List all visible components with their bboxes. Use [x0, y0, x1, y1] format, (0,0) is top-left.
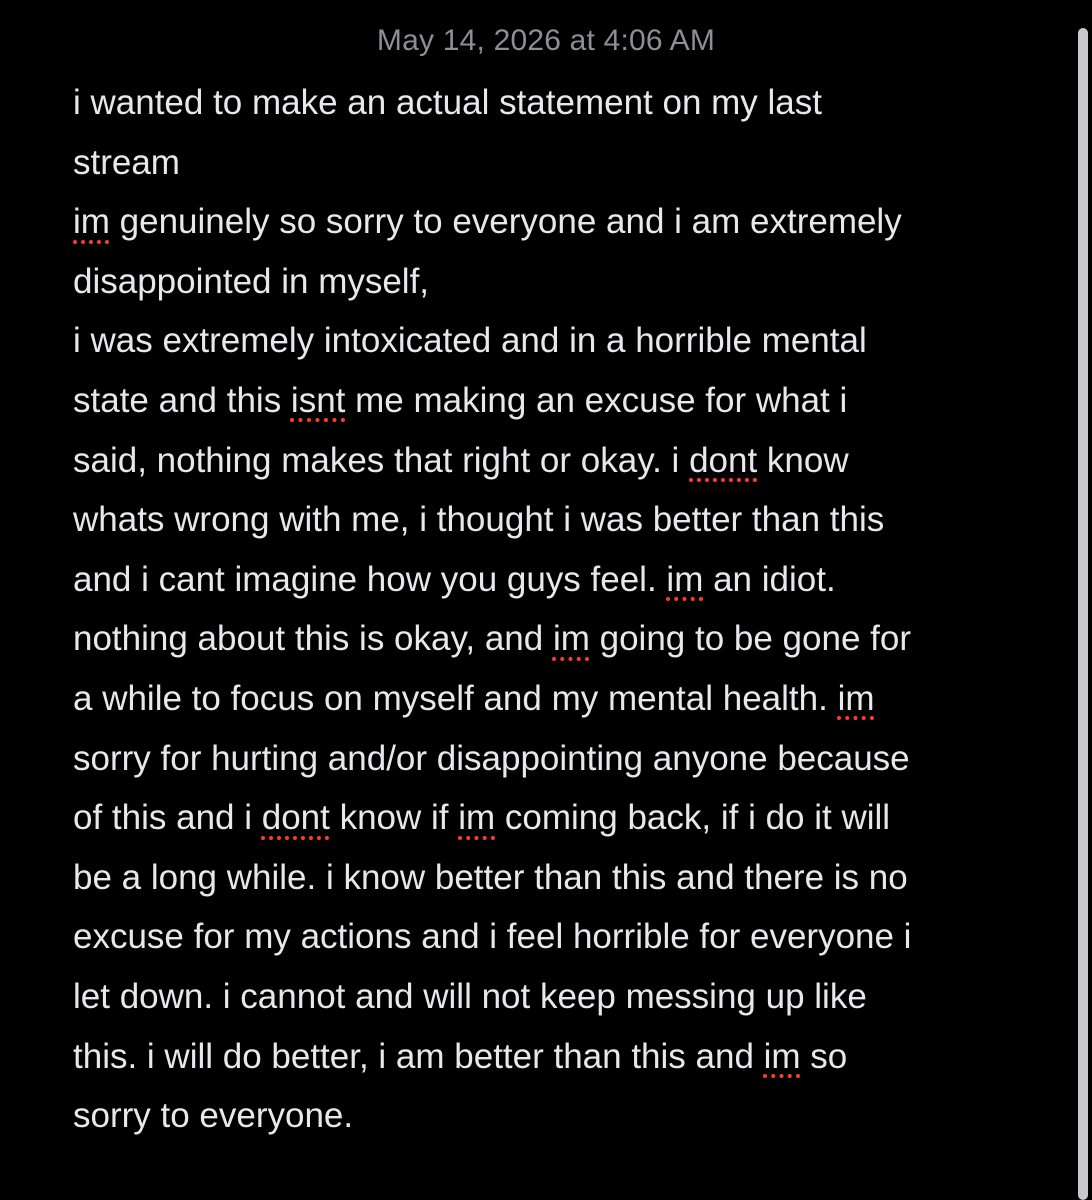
note-text-line[interactable]	[73, 192, 1063, 252]
note-text-segment[interactable]: i was extremely intoxicated and in a horrible mental	[73, 321, 867, 361]
note-text-editor[interactable]	[73, 73, 1063, 1146]
note-text-segment[interactable]: nothing about this is okay, and	[73, 619, 553, 659]
note-text-segment[interactable]: so	[800, 1036, 848, 1076]
note-text-line[interactable]	[73, 729, 1063, 789]
note-text-segment[interactable]: stream	[73, 142, 180, 182]
note-text-segment[interactable]: and i cant imagine how you guys feel.	[73, 559, 667, 599]
misspelled-word[interactable]: im	[837, 678, 875, 718]
note-text-line[interactable]	[73, 848, 1063, 908]
note-text-segment[interactable]: sorry to everyone.	[73, 1096, 354, 1136]
misspelled-word[interactable]: im	[552, 619, 590, 659]
note-text-line[interactable]	[73, 788, 1063, 848]
note-text-segment[interactable]: i wanted to make an actual statement on my last	[73, 83, 822, 122]
misspelled-word[interactable]: dont	[261, 798, 330, 838]
note-text-line[interactable]	[73, 550, 1063, 610]
note-text-line[interactable]	[73, 73, 1063, 133]
misspelled-word[interactable]: im	[763, 1036, 801, 1076]
note-text-segment[interactable]: state and this	[73, 380, 291, 420]
note-text-segment[interactable]: going to be gone for	[589, 619, 911, 659]
misspelled-word[interactable]: dont	[689, 440, 758, 480]
note-text-segment[interactable]: said, nothing makes that right or okay. i	[73, 440, 690, 480]
note-text-line[interactable]	[73, 371, 1063, 431]
note-text-line[interactable]	[73, 669, 1063, 729]
note-text-segment[interactable]: this. i will do better, i am better than this and	[73, 1036, 764, 1076]
note-timestamp: May 14, 2026 at 4:06 AM	[376, 24, 716, 57]
note-text-line[interactable]	[73, 311, 1063, 371]
note-text-segment[interactable]: genuinely so sorry to everyone and i am extremely	[109, 202, 902, 242]
misspelled-word[interactable]: im	[73, 202, 110, 242]
scrollbar[interactable]	[1078, 28, 1088, 1200]
note-text-line[interactable]	[73, 967, 1063, 1027]
note-text-line[interactable]	[73, 490, 1063, 550]
note-text-line[interactable]	[73, 907, 1063, 967]
scrollbar-thumb[interactable]	[1078, 28, 1088, 1200]
note-text-segment[interactable]: a while to focus on myself and my mental health.	[73, 678, 838, 718]
note-text-segment[interactable]: an idiot.	[703, 559, 836, 599]
note-text-line[interactable]	[73, 431, 1063, 491]
misspelled-word[interactable]: isnt	[290, 380, 346, 420]
note-text-segment[interactable]: sorry for hurting and/or disappointing anyone because	[73, 738, 910, 778]
note-text-segment[interactable]: coming back, if i do it will	[495, 798, 891, 838]
note-text-segment[interactable]: disappointed in myself,	[73, 261, 430, 301]
note-text-segment[interactable]: whats wrong with me, i thought i was better than this	[73, 500, 885, 540]
note-text-segment[interactable]: excuse for my actions and i feel horrible for everyone i	[73, 917, 912, 957]
note-text-segment[interactable]: know	[757, 440, 849, 480]
note-text-line[interactable]	[73, 1027, 1063, 1087]
note-text-segment[interactable]: me making an excuse for what i	[345, 380, 848, 420]
misspelled-word[interactable]: im	[666, 559, 704, 599]
note-text-segment[interactable]: be a long while. i know better than this and there is no	[73, 857, 908, 897]
note-text-line[interactable]	[73, 252, 1063, 312]
note-text-line[interactable]	[73, 609, 1063, 669]
misspelled-word[interactable]: im	[458, 798, 496, 838]
note-text-line[interactable]	[73, 133, 1063, 193]
note-text-segment[interactable]: of this and i	[73, 798, 262, 838]
note-text-segment[interactable]: let down. i cannot and will not keep messing up like	[73, 976, 867, 1016]
note-text-segment[interactable]: know if	[329, 798, 459, 838]
note-text-line[interactable]	[73, 1086, 1063, 1146]
